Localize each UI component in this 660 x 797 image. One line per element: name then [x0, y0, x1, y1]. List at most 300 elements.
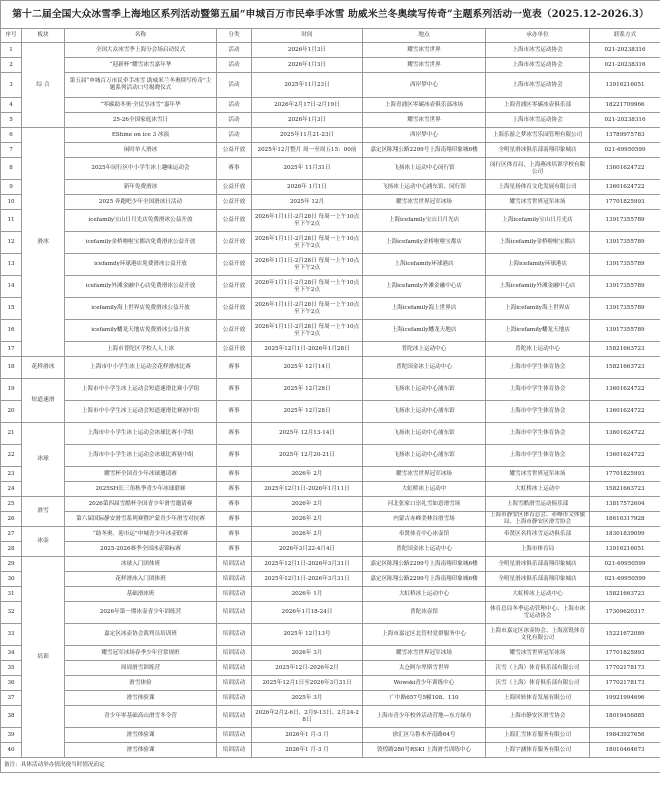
section-label: 综 合	[22, 43, 65, 128]
activity-place: 太仓阿尔卑斯雪世界	[363, 661, 486, 676]
activity-organizer: 上海市体育局	[486, 542, 590, 557]
activity-time: 2026年 2月	[252, 512, 363, 527]
activity-place: 奉贤体育中心冰壶馆	[363, 527, 486, 542]
activity-place: 飞扬冰上运动中心浦东馆	[363, 423, 486, 445]
activity-contact: 13601624722	[590, 180, 660, 195]
row-number: 8	[1, 158, 22, 180]
activity-time: 2025年 12月	[252, 195, 363, 210]
activity-time: 2026年1月3日	[252, 113, 363, 128]
table-row	[1, 195, 660, 210]
activity-time: 2026年3月22-4月4日	[252, 542, 363, 557]
table-row	[1, 624, 660, 646]
activity-contact: 13917355789	[590, 276, 660, 298]
activity-category: 培训活动	[217, 557, 252, 572]
activity-time: 2026年 1月	[252, 587, 363, 602]
row-number: 18	[1, 357, 22, 379]
activity-place: 嘉定区陈翔公路2299号上海南翔印象城6楼	[363, 557, 486, 572]
activity-place: 耀雪冰雪世界	[363, 113, 486, 128]
activity-name: 上海市中小学生冰上运动会短道速滑比赛小学组	[65, 379, 217, 401]
table-row	[1, 357, 660, 379]
activity-category: 赛事	[217, 357, 252, 379]
activity-name: 基础滑冰班	[65, 587, 217, 602]
activity-organizer: 上海icefamily外滩金融中心店	[486, 276, 590, 298]
activity-organizer: 沃雪（上海）体育俱乐部有限公司	[486, 661, 590, 676]
activity-organizer: 耀雪冰雪世界冠军冰场	[486, 467, 590, 482]
section-label: 花样滑冰	[22, 357, 65, 379]
activity-category: 活动	[217, 128, 252, 143]
activity-time: 2026年2月2-6日、2月9-13日、2月24-28日	[252, 706, 363, 728]
table-row	[1, 542, 660, 557]
activity-category: 赛事	[217, 158, 252, 180]
activity-name: 耀雪冠军冰场春季少年宫常规班	[65, 646, 217, 661]
activity-contact: 13817572604	[590, 497, 660, 512]
activity-category: 公益开放	[217, 298, 252, 320]
row-number: 9	[1, 180, 22, 195]
activity-place: 上海青浦区零碳冰壶俱乐部冰场	[363, 98, 486, 113]
activity-category: 赛事	[217, 423, 252, 445]
table-row	[1, 210, 660, 232]
activity-organizer: 全明星滑冰俱乐部南翔印象城店	[486, 143, 590, 158]
row-number: 21	[1, 423, 22, 445]
activity-time: 2025年 11月31日	[252, 158, 363, 180]
activity-name: 第五届“申城百万市民牵手冰雪 助威米兰冬奥续写传奇”主题系列活动口号揭晓仪式	[65, 73, 217, 98]
activity-place: 普陀国金冰上运动中心	[363, 542, 486, 557]
activity-organizer: 闵行区体育局，上海燕冰培训学校有限公司	[486, 158, 590, 180]
section-label: 滑雪	[22, 497, 65, 527]
row-number: 29	[1, 557, 22, 572]
activity-contact: 15221672089	[590, 624, 660, 646]
table-row	[1, 98, 660, 113]
activity-time: 2025年 3月	[252, 691, 363, 706]
table-row	[1, 743, 660, 758]
activity-contact: 17702178173	[590, 661, 660, 676]
activity-category: 活动	[217, 113, 252, 128]
activity-time: 2026年 2月	[252, 467, 363, 482]
table-row	[1, 728, 660, 743]
row-number: 4	[1, 98, 22, 113]
row-number: 39	[1, 728, 22, 743]
activity-organizer: 普陀冰上运动中心	[486, 342, 590, 357]
activity-organizer: 全明星滑冰俱乐部南翔印象城店	[486, 557, 590, 572]
activity-place: 耀雪冰雪世界	[363, 43, 486, 58]
row-number: 37	[1, 691, 22, 706]
activity-place: 飞扬冰上运动中心浦东馆	[363, 379, 486, 401]
activity-name: icefamily金桥啦啦宝都店免费滑冰公益开放	[65, 232, 217, 254]
table-row	[1, 602, 660, 624]
table-row	[1, 128, 660, 143]
activity-place: Wowski青少年训练中心	[363, 676, 486, 691]
activity-contact: 13916216051	[590, 542, 660, 557]
table-row	[1, 43, 660, 58]
activity-organizer: 上海青浦区零碳冰壶俱乐部	[486, 98, 590, 113]
activity-organizer: 大虹桥冰上运动中	[486, 482, 590, 497]
activity-contact: 13917355789	[590, 210, 660, 232]
activity-place: 上海icefamily金桥啦啦宝都店	[363, 232, 486, 254]
row-number: 28	[1, 542, 22, 557]
activity-category: 公益开放	[217, 180, 252, 195]
activity-organizer: 上海icefamily环球港店	[486, 254, 590, 276]
activity-contact: 13789975783	[590, 128, 660, 143]
activity-place: 普陀国金冰上运动中心	[363, 357, 486, 379]
section-label: 滑冰	[22, 128, 65, 357]
activity-category: 赛事	[217, 497, 252, 512]
table-row	[1, 143, 660, 158]
row-number: 32	[1, 602, 22, 624]
activity-organizer: 上海雪酷滑雪运动俱乐部	[486, 497, 590, 512]
activity-organizer: 上海市中学生体育协会	[486, 379, 590, 401]
activity-name: 2025年闵行区中小学生冰上趣味运动会	[65, 158, 217, 180]
row-number: 13	[1, 254, 22, 276]
activity-category: 培训活动	[217, 691, 252, 706]
activity-contact: 15821663723	[590, 342, 660, 357]
activity-organizer: 上海汇雪体育服务有限公司	[486, 728, 590, 743]
activity-category: 培训活动	[217, 602, 252, 624]
activity-time: 2026年1月1日-2月28日 每周一上午10点至下午2点	[252, 232, 363, 254]
activity-organizer: 体育总局冬季运动管理中心、上海市冰雪运动协会	[486, 602, 590, 624]
row-number: 19	[1, 379, 22, 401]
activity-organizer: 大虹桥冰上运动中心	[486, 587, 590, 602]
table-row	[1, 298, 660, 320]
row-number: 38	[1, 706, 22, 728]
row-number: 1	[1, 43, 22, 58]
activity-contact: 19843927656	[590, 728, 660, 743]
activity-name: 滑雪体验课	[65, 691, 217, 706]
activity-contact: 18010464673	[590, 743, 660, 758]
activity-place: 嘉定区陈翔公路2299号上海南翔印象城6楼	[363, 572, 486, 587]
activity-contact: 17701825993	[590, 467, 660, 482]
activity-place: 普陀冰上运动中心	[363, 342, 486, 357]
table-row	[1, 232, 660, 254]
row-number: 5	[1, 113, 22, 128]
table-row	[1, 587, 660, 602]
table-row	[1, 113, 660, 128]
activity-name: icefamily蟠龙天地店免费滑冰公益开放	[65, 320, 217, 342]
table-row	[1, 572, 660, 587]
activity-time: 2026年1月18-24日	[252, 602, 363, 624]
table-row	[1, 497, 660, 512]
table-row	[1, 342, 660, 357]
activity-place: 上海icefamily海上世界店	[363, 298, 486, 320]
section-label: 冰球	[22, 423, 65, 497]
activity-contact: 021-69950599	[590, 572, 660, 587]
section-label: 冰壶	[22, 527, 65, 557]
activity-time: 2026年1月1日-2月28日 每周一上午10点至下午2点	[252, 210, 363, 232]
activity-time: 2026年1月3日	[252, 58, 363, 73]
activity-name: 滑雪体验	[65, 676, 217, 691]
table-row	[1, 445, 660, 467]
activity-time: 2026年1月3日	[252, 43, 363, 58]
activity-category: 赛事	[217, 401, 252, 423]
activity-contact: 18221709966	[590, 98, 660, 113]
table-row	[1, 158, 660, 180]
activity-contact: 021-69950599	[590, 557, 660, 572]
activity-category: 活动	[217, 58, 252, 73]
activity-category: 培训活动	[217, 624, 252, 646]
table-row	[1, 73, 660, 98]
activity-time: 2026年 3月	[252, 646, 363, 661]
activity-time: 2025年12月1日-2026年1月28日	[252, 342, 363, 357]
activity-organizer: 上海宇涵体育服务有限公司	[486, 743, 590, 758]
activity-place: 上海icefamily蟠龙天地店	[363, 320, 486, 342]
activity-organizer: 上海市嘉定区冰壶协会、上海富锐体育文化有限公司	[486, 624, 590, 646]
activity-place: 飞扬冰上运动中心浦东馆	[363, 401, 486, 423]
activity-place: 耀雪冰雪世界冠军冰场	[363, 467, 486, 482]
activity-contact: 17701825993	[590, 195, 660, 210]
activity-category: 赛事	[217, 379, 252, 401]
activity-name: 2025 奔跑吧少年全国滑冰日活动	[65, 195, 217, 210]
row-number: 34	[1, 646, 22, 661]
table-row	[1, 180, 660, 195]
activity-category: 公益开放	[217, 232, 252, 254]
activity-place: 大虹桥冰上运动中	[363, 482, 486, 497]
activity-contact: 19921994696	[590, 691, 660, 706]
activity-time: 2025年 12月28日	[252, 379, 363, 401]
activity-contact: 18019456885	[590, 706, 660, 728]
activity-organizer: 上海市中学生体育协会	[486, 401, 590, 423]
row-number: 26	[1, 512, 22, 527]
activity-place: 普陀冰壶馆	[363, 602, 486, 624]
col-header-name: 名称	[65, 29, 217, 43]
activity-contact: 13601624722	[590, 423, 660, 445]
row-number: 31	[1, 587, 22, 602]
row-number: 20	[1, 401, 22, 423]
activity-contact: 17701825993	[590, 646, 660, 661]
activity-category: 培训活动	[217, 706, 252, 728]
activity-place: 耀雪冰雪世界冠军冰场	[363, 195, 486, 210]
activity-name: 新年免费滑冰	[65, 180, 217, 195]
activity-category: 培训活动	[217, 728, 252, 743]
activity-category: 活动	[217, 73, 252, 98]
activity-place: 上海icefamily环球港店	[363, 254, 486, 276]
col-header-contact: 联系方式	[590, 29, 660, 43]
activity-contact: 18301839099	[590, 527, 660, 542]
activity-category: 赛事	[217, 445, 252, 467]
activity-time: 2025年12月1日-2026年3月31日	[252, 572, 363, 587]
table-row	[1, 691, 660, 706]
activity-time: 2026年1月1日-2月28日 每周一上午10点至下午2点	[252, 276, 363, 298]
activity-place: 广中路657号5幢108、110	[363, 691, 486, 706]
activity-name: 上海市中小学生冰上运动会花样滑冰比赛	[65, 357, 217, 379]
activity-contact: 021-20238316	[590, 58, 660, 73]
document-title: 第十二届全国大众冰雪季上海地区系列活动暨第五届“申城百万市民牵手冰雪 助威米兰冬奥续写传奇”主题系列活动一览表（2025.12-2026.3）	[1, 1, 660, 29]
activity-place: 西岸梦中心	[363, 128, 486, 143]
row-number: 10	[1, 195, 22, 210]
activity-name: 闲时单人滑冰	[65, 143, 217, 158]
activity-category: 公益开放	[217, 342, 252, 357]
activity-time: 2025年12月-2026年2月	[252, 661, 363, 676]
activity-time: 2025年 12月20-21日	[252, 445, 363, 467]
activity-category: 公益开放	[217, 320, 252, 342]
table-row	[1, 58, 660, 73]
activity-name: 冰球入门团体班	[65, 557, 217, 572]
activity-place: 飞扬冰上运动中心浦东馆、闵行馆	[363, 180, 486, 195]
col-header-section: 板块	[22, 29, 65, 43]
activity-place: 河北张家口崇礼雪如意滑雪场	[363, 497, 486, 512]
activity-contact: 13601624722	[590, 158, 660, 180]
footnote: 备注：具体活动举办情况视当时情况而定	[1, 758, 660, 773]
activity-place: 上海icefamily外滩金融中心店	[363, 276, 486, 298]
col-header-time: 时间	[252, 29, 363, 43]
activity-time: 2025年 12月13-14日	[252, 423, 363, 445]
activity-organizer: 上海市冰雪运动协会	[486, 73, 590, 98]
table-row	[1, 527, 660, 542]
table-row	[1, 276, 660, 298]
activity-time: 2026年1月1日-2月28日 每周一上午10点至下午2点	[252, 298, 363, 320]
activity-place: 上海市青少年校外活动营地—东方绿舟	[363, 706, 486, 728]
activity-organizer: 上海星扬体育文化发展有限公司	[486, 180, 590, 195]
activity-time: 2026年 1月1日	[252, 180, 363, 195]
activity-name: 全国大众冰雪季上海分会场启动仪式	[65, 43, 217, 58]
activity-name: icefamily环球港店免费滑冰公益开放	[65, 254, 217, 276]
activity-time: 2026年1月1日-2月28日 每周一上午10点至下午2点	[252, 254, 363, 276]
activity-name: 25-26全国家庭冰雪日	[65, 113, 217, 128]
activity-contact: 15821663723	[590, 357, 660, 379]
activity-organizer: 上海icefamily蟠龙天地店	[486, 320, 590, 342]
row-number: 17	[1, 342, 22, 357]
activity-time: 2025年12月1日-2026年3月31日	[252, 557, 363, 572]
row-number: 35	[1, 661, 22, 676]
activity-contact: 15821663723	[590, 587, 660, 602]
activity-name: 耀雪杯全国青少年冰球邀请赛	[65, 467, 217, 482]
table-row	[1, 379, 660, 401]
activity-contact: 17702178173	[590, 676, 660, 691]
table-row	[1, 557, 660, 572]
activity-organizer: 上海回转体育发展有限公司	[486, 691, 590, 706]
activity-time: 2025年 12月13号	[252, 624, 363, 646]
activity-organizer: 上海市冰雪运动协会	[486, 58, 590, 73]
activity-organizer: 奉贤区名将冰雪运动俱乐部	[486, 527, 590, 542]
activity-category: 赛事	[217, 467, 252, 482]
activity-contact: 15821663723	[590, 482, 660, 497]
row-number: 3	[1, 73, 22, 98]
row-number: 40	[1, 743, 22, 758]
activity-name: 花样滑冰入门团体班	[65, 572, 217, 587]
row-number: 15	[1, 298, 22, 320]
row-number: 7	[1, 143, 22, 158]
section-label: 短道速滑	[22, 379, 65, 423]
row-number: 25	[1, 497, 22, 512]
activity-place: 飞扬冰上运动中心闵行馆	[363, 158, 486, 180]
col-header-organizer: 承办单位	[486, 29, 590, 43]
activity-place: 嘉定区陈翔公路2299号上海南翔印象城6楼	[363, 143, 486, 158]
activity-name: 滑雪体验课	[65, 728, 217, 743]
section-label: 培训	[22, 557, 65, 758]
header-row	[1, 29, 660, 43]
activity-category: 培训活动	[217, 646, 252, 661]
activity-organizer: 上海市静安区滑雪协会	[486, 706, 590, 728]
activity-place: 大虹桥冰上运动中心	[363, 587, 486, 602]
activity-contact: 18616317928	[590, 512, 660, 527]
activity-contact: 13601624722	[590, 401, 660, 423]
activity-contact: 021-20238316	[590, 43, 660, 58]
activity-time: 2025年 12月14日	[252, 357, 363, 379]
activity-place: 西岸梦中心	[363, 73, 486, 98]
activity-category: 公益开放	[217, 276, 252, 298]
activity-name: 上海市普陀区学校人人上冰	[65, 342, 217, 357]
activity-category: 公益开放	[217, 143, 252, 158]
table-row	[1, 423, 660, 445]
activity-contact: 021-20238316	[590, 113, 660, 128]
table-row	[1, 254, 660, 276]
row-number: 27	[1, 527, 22, 542]
activity-name: icefamily宝山日月光店免费滑冰公益开放	[65, 210, 217, 232]
row-number: 11	[1, 210, 22, 232]
activity-organizer: 上海市静安区体育总会、赤峰市文体旅局、上海市静安区滑雪协会	[486, 512, 590, 527]
table-row	[1, 676, 660, 691]
activity-name: EShine on ice 3 冰演	[65, 128, 217, 143]
activity-contact: 13917355789	[590, 320, 660, 342]
activity-name: 2026第四届雪酷杯全国青少年滑雪邀请赛	[65, 497, 217, 512]
activity-time: 2026年2月17日-2月19日	[252, 98, 363, 113]
activity-name: icefamily外滩金融中心店免费滑冰公益开放	[65, 276, 217, 298]
row-number: 2	[1, 58, 22, 73]
row-number: 12	[1, 232, 22, 254]
activity-category: 赛事	[217, 542, 252, 557]
activity-organizer: 上海市中学生体育协会	[486, 445, 590, 467]
activity-category: 公益开放	[217, 210, 252, 232]
activity-place: 内蒙古赤峰美林谷滑雪场	[363, 512, 486, 527]
row-number: 16	[1, 320, 22, 342]
table-body	[1, 43, 660, 758]
activity-name: icefamily海上世界店免费滑冰公益开放	[65, 298, 217, 320]
activity-contact: 13601624722	[590, 445, 660, 467]
table-row	[1, 512, 660, 527]
activity-time: 2026年1月1日-2月28日 每周一上午10点至下午2点	[252, 320, 363, 342]
activity-time: 2025年12月整月 周一至周五15：00前	[252, 143, 363, 158]
activity-place: 上海icefamily宝山日月光店	[363, 210, 486, 232]
activity-organizer: 上海icefamily海上世界店	[486, 298, 590, 320]
table-row	[1, 320, 660, 342]
col-header-place: 地点	[363, 29, 486, 43]
activity-place: 徐汇区乌鲁木齐南路64号	[363, 728, 486, 743]
activity-contact: 13917355789	[590, 232, 660, 254]
activity-time: 2025年11月21-23日	[252, 128, 363, 143]
activity-place: 飞扬冰上运动中心浦东馆	[363, 445, 486, 467]
activity-organizer: 上海市冰雪运动协会	[486, 43, 590, 58]
table-row	[1, 467, 660, 482]
activity-name: 上海市中小学生冰上运动会短道速滑比赛初中组	[65, 401, 217, 423]
activity-organizer: 上海icefamily金桥啦啦宝都店	[486, 232, 590, 254]
row-number: 30	[1, 572, 22, 587]
activity-category: 培训活动	[217, 587, 252, 602]
col-header-category: 分类	[217, 29, 252, 43]
table-row	[1, 401, 660, 423]
activity-name: 2026年第一期冰壶青少年训练营	[65, 602, 217, 624]
activity-time: 2025年11月23日	[252, 73, 363, 98]
activity-name: “迎新杯”耀雪冰雪嘉年华	[65, 58, 217, 73]
activity-contact: 17309620317	[590, 602, 660, 624]
activity-time: 2026年1 月-3 月	[252, 743, 363, 758]
activity-contact: 13916216051	[590, 73, 660, 98]
row-number: 22	[1, 445, 22, 467]
activity-organizer: 上海乐游之梦冰雪乐园管理有限公司	[486, 128, 590, 143]
activity-name: “零碳助冬奥·全民享冰雪”嘉年华	[65, 98, 217, 113]
activity-category: 赛事	[217, 527, 252, 542]
activity-category: 活动	[217, 43, 252, 58]
activity-name: 2025-2026赛季全国冰壶锦标赛	[65, 542, 217, 557]
activity-category: 活动	[217, 98, 252, 113]
activity-contact: 13917355789	[590, 298, 660, 320]
row-number: 36	[1, 676, 22, 691]
table-row	[1, 646, 660, 661]
activity-category: 培训活动	[217, 676, 252, 691]
activity-time: 2025年12月1日至2026年3月31日	[252, 676, 363, 691]
row-number: 23	[1, 467, 22, 482]
activity-organizer: 沃雪（上海）体育俱乐部有限公司	[486, 676, 590, 691]
activity-name: “助冬奥、迎市运”申城青少年冰壶联赛	[65, 527, 217, 542]
row-number: 33	[1, 624, 22, 646]
activity-name: 2025SH长三角秋季青少年冰球联赛	[65, 482, 217, 497]
